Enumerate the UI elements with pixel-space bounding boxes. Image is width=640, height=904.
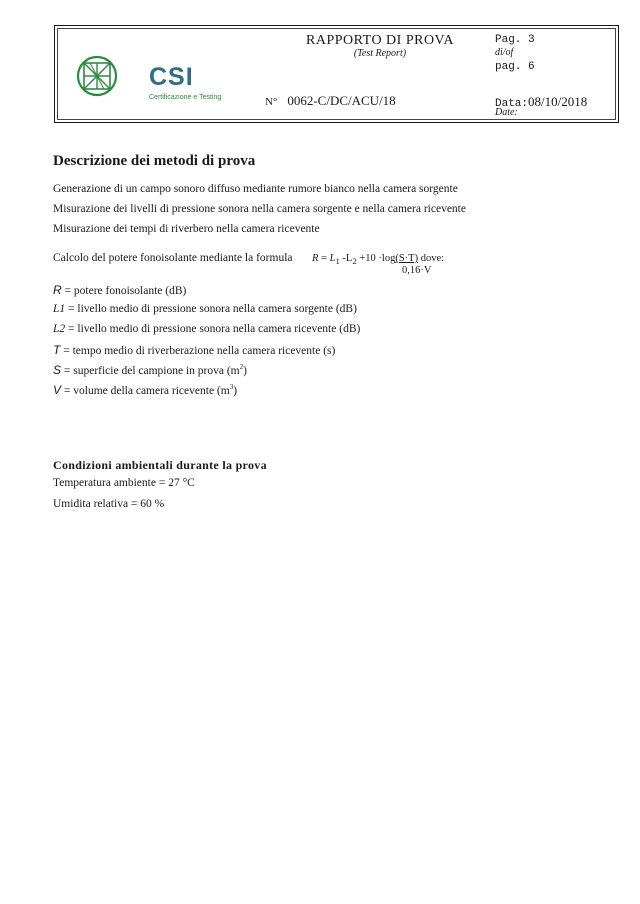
page-number: Pag. 3 [495, 34, 535, 46]
report-number: 0062-C/DC/ACU/18 [287, 93, 396, 108]
definition-sup: 3 [229, 383, 234, 392]
logo-name: CSI [149, 63, 194, 91]
formula-plus: +10 ·log [356, 253, 396, 264]
definition-row [53, 303, 357, 315]
date-label-en: Date: [495, 107, 518, 118]
definition-symbol: R [53, 283, 62, 297]
formula-denominator: 0,16·V [402, 265, 432, 276]
definition-symbol: T [53, 343, 61, 357]
page-total: pag. 6 [495, 61, 535, 73]
method-line: Misurazione dei livelli di pressione sonora nella camera sorgente e nella camera ricevente [53, 203, 466, 215]
formula-l1-sub: 1 [335, 256, 340, 267]
logo-tagline: Certificazione e Testing [149, 94, 222, 101]
definition-text: = livello medio di pressione sonora nella camera sorgente (dB) [65, 303, 357, 315]
methods-title: Descrizione dei metodi di prova [53, 153, 256, 169]
csi-emblem-icon [75, 54, 119, 98]
date-value: 08/10/2018 [528, 94, 588, 109]
definition-text: = potere fonoisolante (dB) [61, 285, 187, 297]
definition-close: ) [243, 365, 247, 377]
definition-text: = livello medio di pressione sonora nella camera ricevente (dB) [65, 323, 361, 335]
formula-minus: -L [339, 253, 353, 264]
definition-text: = volume della camera ricevente (m [61, 385, 230, 397]
date-label: Data: [495, 98, 529, 110]
definition-text: = superficie del campione in prova (m [61, 365, 240, 377]
definition-symbol: L2 [53, 323, 66, 335]
definition-row [53, 323, 360, 335]
definition-row [53, 343, 335, 357]
method-line: Generazione di un campo sonoro diffuso mediante rumore bianco nella camera sorgente [53, 183, 458, 195]
formula-l1: L [329, 253, 336, 264]
definition-row [53, 383, 237, 397]
definition-symbol: S [53, 363, 62, 377]
formula-intro: Calcolo del potere fonoisolante mediante la formula [53, 252, 293, 264]
page-of-label: di/of [495, 47, 514, 58]
conditions-title: Condizioni ambientali durante la prova [53, 458, 267, 472]
definition-text: = tempo medio di riverberazione nella camera ricevente (s) [60, 345, 336, 357]
report-number-row [265, 93, 396, 109]
formula-eq: = [318, 253, 330, 264]
definition-close: ) [233, 385, 238, 397]
formula-l2-sub: 2 [352, 256, 357, 267]
report-header [54, 25, 619, 123]
formula-numerator: (S·T) [395, 253, 419, 264]
report-number-label: N° [265, 96, 278, 108]
report-title: RAPPORTO DI PROVA [306, 33, 454, 48]
definition-symbol: L1 [53, 303, 66, 315]
formula-r: R [312, 253, 319, 264]
humidity-line: Umidita relativa = 60 % [53, 498, 165, 510]
method-line: Misurazione dei tempi di riverbero nella camera ricevente [53, 223, 320, 235]
definition-symbol: V [53, 383, 62, 397]
csi-logo [75, 52, 222, 102]
definition-sup: 2 [239, 363, 244, 372]
temperature-line: Temperatura ambiente = 27 °C [53, 477, 195, 489]
definition-row [53, 363, 247, 377]
definition-row [53, 283, 186, 297]
report-subtitle: (Test Report) [353, 48, 407, 59]
sound-reduction-formula [312, 253, 445, 276]
formula-dove: dove: [418, 253, 445, 264]
